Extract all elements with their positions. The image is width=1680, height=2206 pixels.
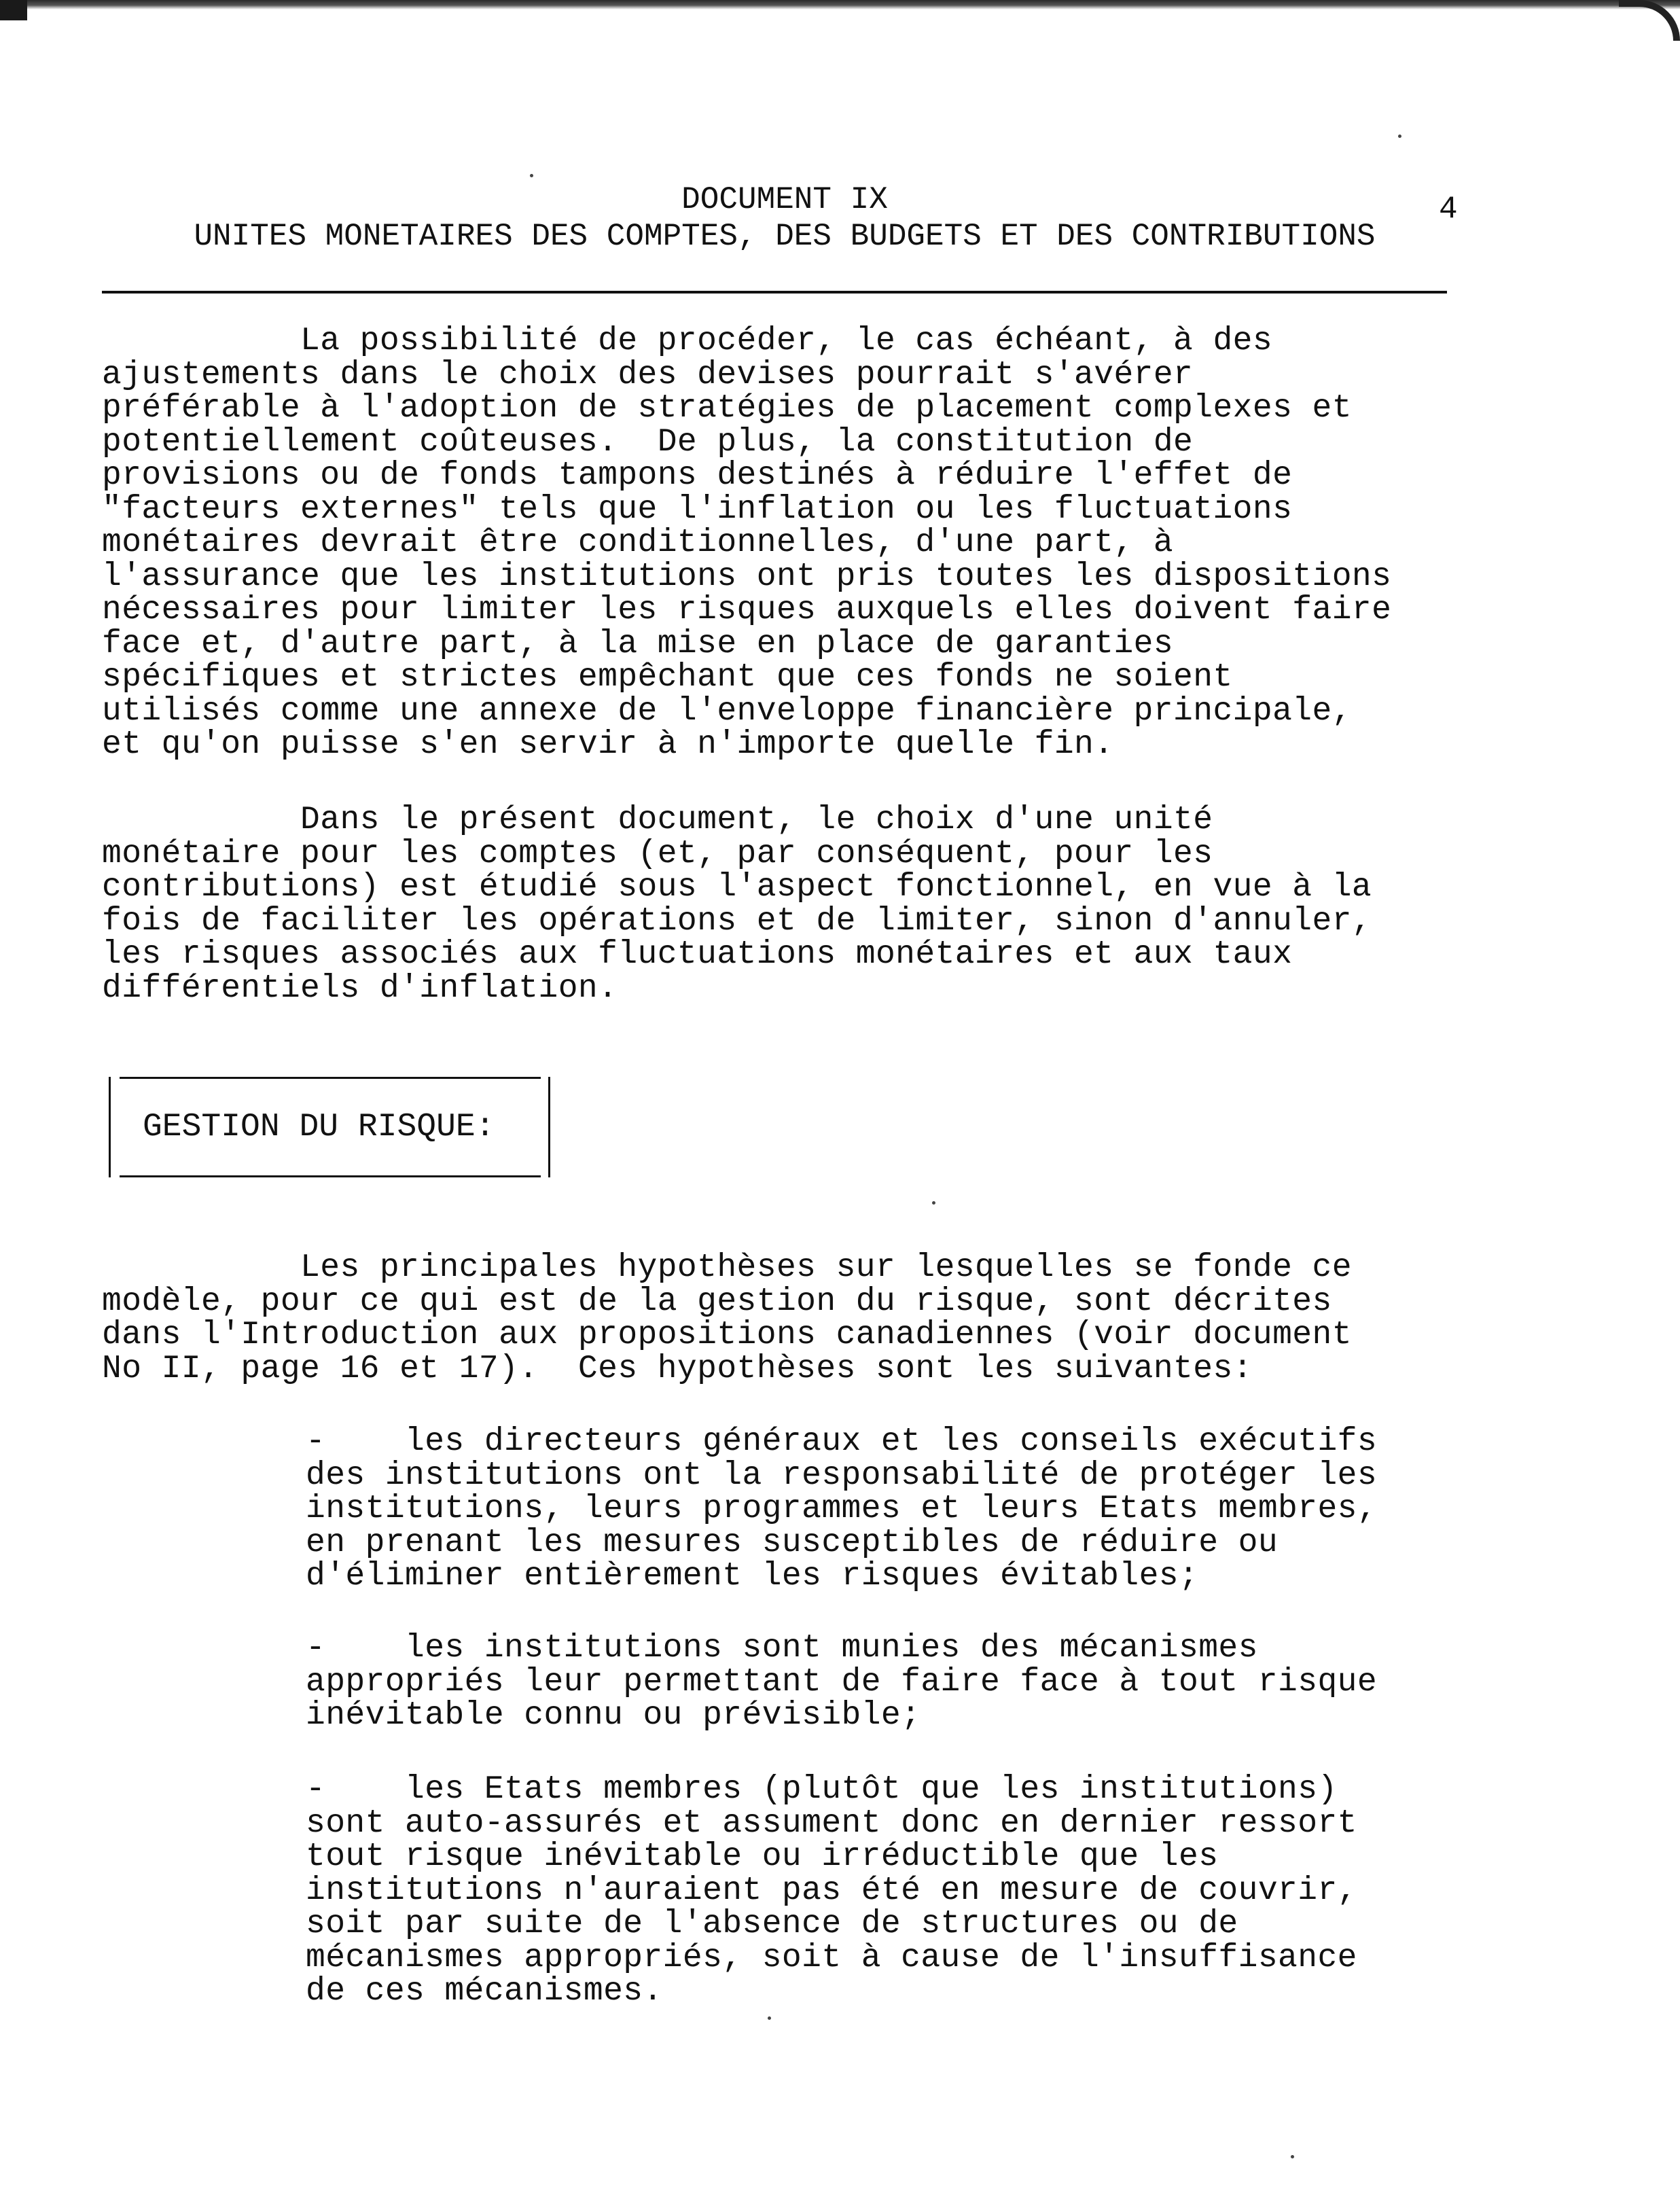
box-top-border: [120, 1077, 541, 1079]
scan-edge-left-mark: [0, 0, 27, 20]
box-right-border: [548, 1077, 550, 1177]
scan-speck: [530, 174, 533, 177]
list-item: - les Etats membres (plutôt que les institutions) sont auto-assurés et assument donc en dernier ressort tout risque inévitable ou irréductible que les institutions n'auraient pas été en mesure de couvrir, soit par suite de l'absence de structures ou de mécanismes appropriés, soit à cause de l'insuffisance de ces mécanismes.: [306, 1771, 1357, 2010]
scan-speck: [1291, 2155, 1294, 2158]
box-bottom-border: [120, 1175, 541, 1177]
paragraph-document-scope: Dans le présent document, le choix d'une unité monétaire pour les comptes (et, par conséquent, pour les contributions) est étudié sous l'aspect fonctionnel, en vue à la fois de faciliter les opérations et de limiter, sinon d'annuler, les risques associés aux fluctuations monétaires et aux taux différentiels d'inflation.: [102, 802, 1372, 1007]
document-title: DOCUMENT IX: [681, 182, 888, 217]
scan-speck: [768, 2016, 771, 2020]
section-heading: GESTION DU RISQUE:: [143, 1109, 495, 1145]
scan-speck: [1398, 135, 1401, 138]
header-divider: [102, 291, 1447, 293]
list-item: - les directeurs généraux et les conseils exécutifs des institutions ont la responsabilité de protéger les institutions, leurs programmes et leurs Etats membres, en prenant les mesures susceptibles de réduire ou d'éliminer entièrement les risques évitables;: [306, 1423, 1378, 1595]
paragraph-hypotheses-intro: Les principales hypothèses sur lesquelles se fonde ce modèle, pour ce qui est de la gestion du risque, sont décrites dans l'Introduction aux propositions canadiennes (voir document No II, page 16 et 17). Ces hypothèses sont les suivantes:: [102, 1249, 1352, 1387]
page-number: 4: [1439, 192, 1458, 227]
paragraph-currency-adjustments: La possibilité de procéder, le cas échéant, à des ajustements dans le choix des devises pourrait s'avérer préférable à l'adoption de stratégies de placement complexes et potentiellement coûteuses. De plus, la constitution de provisions ou de fonds tampons destinés à réduire l'effet de "facteurs externes" tels que l'inflation ou les fluctuations monétaires devrait être conditionnelles, d'une part, à l'assurance que les institutions ont pris toutes les dispositions nécessaires pour limiter les risques auxquels elles doivent faire face et, d'autre part, à la mise en place de garanties spécifiques et strictes empêchant que ces fonds ne soient utilisés comme une annexe de l'enveloppe financière principale, et qu'on puisse s'en servir à n'importe quelle fin.: [102, 323, 1392, 763]
scan-speck: [932, 1201, 935, 1205]
box-left-border: [109, 1077, 111, 1177]
section-heading-box: [109, 1077, 550, 1177]
list-item: - les institutions sont munies des mécanismes appropriés leur permettant de faire face à tout risque inévitable connu ou prévisible;: [306, 1630, 1378, 1734]
document-subtitle: UNITES MONETAIRES DES COMPTES, DES BUDGETS ET DES CONTRIBUTIONS: [194, 219, 1376, 254]
scan-edge-top: [0, 0, 1680, 10]
